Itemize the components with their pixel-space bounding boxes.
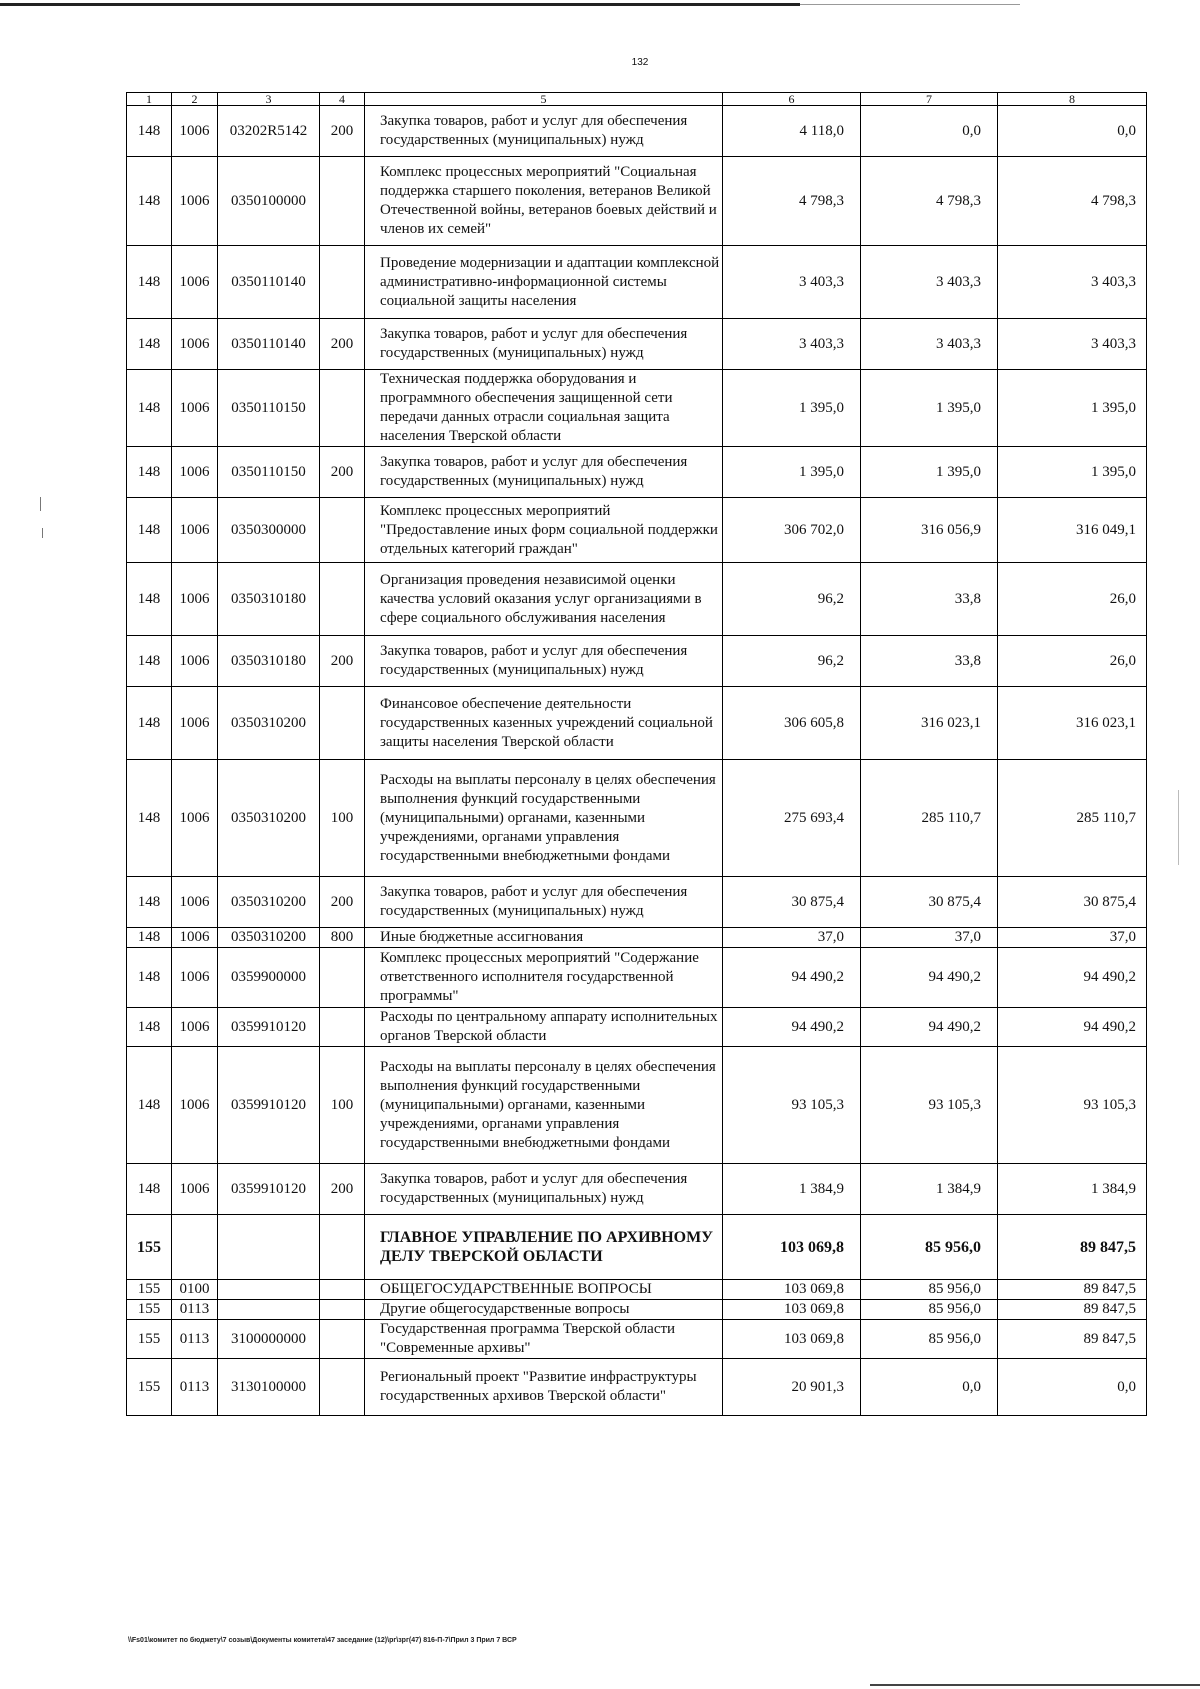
section-code-cell: 1006 [172, 687, 218, 760]
target-article-cell: 0359900000 [218, 948, 320, 1008]
description-cell: Закупка товаров, работ и услуг для обеспечения государственных (муниципальных) нужд [365, 319, 723, 370]
target-article-cell: 0359910120 [218, 1047, 320, 1164]
expense-type-cell: 200 [320, 1164, 365, 1215]
section-code-cell: 0100 [172, 1280, 218, 1300]
table-row [127, 370, 1147, 447]
amount-year3-cell: 316 023,1 [998, 687, 1147, 760]
amount-year1-cell: 37,0 [723, 928, 861, 948]
scan-margin-mark [42, 528, 43, 538]
section-code-cell: 1006 [172, 447, 218, 498]
amount-year1-cell: 103 069,8 [723, 1300, 861, 1320]
section-code-cell: 1006 [172, 1008, 218, 1047]
table-row [127, 498, 1147, 563]
amount-year3-cell: 3 403,3 [998, 246, 1147, 319]
amount-year3-cell: 93 105,3 [998, 1047, 1147, 1164]
table-row [127, 1047, 1147, 1164]
amount-year3-cell: 0,0 [998, 1359, 1147, 1416]
target-article-cell [218, 1215, 320, 1280]
section-code-cell: 1006 [172, 106, 218, 157]
amount-year1-cell: 96,2 [723, 636, 861, 687]
section-code-cell: 1006 [172, 1164, 218, 1215]
column-number-row [127, 93, 1147, 106]
table-row [127, 1164, 1147, 1215]
column-number: 6 [723, 93, 861, 106]
amount-year1-cell: 4 118,0 [723, 106, 861, 157]
target-article-cell: 0350310180 [218, 636, 320, 687]
description-cell: Организация проведения независимой оценки качества условий оказания услуг организациями в сфере социального обслуживания населения [365, 563, 723, 636]
amount-year2-cell: 94 490,2 [861, 1008, 998, 1047]
expense-type-cell: 200 [320, 106, 365, 157]
expense-type-cell [320, 563, 365, 636]
admin-code-cell: 148 [127, 687, 172, 760]
amount-year1-cell: 103 069,8 [723, 1215, 861, 1280]
section-code-cell: 1006 [172, 563, 218, 636]
amount-year3-cell: 89 847,5 [998, 1300, 1147, 1320]
admin-code-cell: 155 [127, 1280, 172, 1300]
admin-code-cell: 155 [127, 1300, 172, 1320]
table-row [127, 1320, 1147, 1359]
description-cell: Комплекс процессных мероприятий "Содержание ответственного исполнителя государственной программы" [365, 948, 723, 1008]
description-cell: Закупка товаров, работ и услуг для обеспечения государственных (муниципальных) нужд [365, 447, 723, 498]
amount-year1-cell: 1 395,0 [723, 370, 861, 447]
amount-year1-cell: 275 693,4 [723, 760, 861, 877]
admin-code-cell: 148 [127, 106, 172, 157]
target-article-cell: 3130100000 [218, 1359, 320, 1416]
amount-year2-cell: 3 403,3 [861, 246, 998, 319]
table-row [127, 106, 1147, 157]
amount-year3-cell: 26,0 [998, 636, 1147, 687]
admin-code-cell: 148 [127, 563, 172, 636]
section-code-cell: 1006 [172, 948, 218, 1008]
amount-year2-cell: 0,0 [861, 1359, 998, 1416]
table-row [127, 246, 1147, 319]
amount-year2-cell: 93 105,3 [861, 1047, 998, 1164]
description-cell: Закупка товаров, работ и услуг для обеспечения государственных (муниципальных) нужд [365, 1164, 723, 1215]
amount-year3-cell: 0,0 [998, 106, 1147, 157]
scan-edge-line [0, 3, 800, 6]
column-number: 4 [320, 93, 365, 106]
amount-year1-cell: 20 901,3 [723, 1359, 861, 1416]
amount-year2-cell: 4 798,3 [861, 157, 998, 246]
target-article-cell: 0350110150 [218, 447, 320, 498]
expense-type-cell [320, 157, 365, 246]
admin-code-cell: 148 [127, 157, 172, 246]
amount-year3-cell: 4 798,3 [998, 157, 1147, 246]
admin-code-cell: 155 [127, 1215, 172, 1280]
admin-code-cell: 148 [127, 447, 172, 498]
description-cell: Расходы на выплаты персоналу в целях обеспечения выполнения функций государственными (муниципальными) органами, казенными учреждениями, органами управления государственными внебюджетными фондами [365, 760, 723, 877]
expense-type-cell [320, 498, 365, 563]
admin-code-cell: 148 [127, 877, 172, 928]
target-article-cell [218, 1280, 320, 1300]
description-cell: Региональный проект "Развитие инфраструктуры государственных архивов Тверской области" [365, 1359, 723, 1416]
target-article-cell: 03202R5142 [218, 106, 320, 157]
column-number: 1 [127, 93, 172, 106]
description-cell: Расходы по центральному аппарату исполнительных органов Тверской области [365, 1008, 723, 1047]
admin-code-cell: 148 [127, 760, 172, 877]
table-row [127, 877, 1147, 928]
target-article-cell: 3100000000 [218, 1320, 320, 1359]
expense-type-cell: 800 [320, 928, 365, 948]
target-article-cell: 0350310180 [218, 563, 320, 636]
amount-year2-cell: 37,0 [861, 928, 998, 948]
expense-type-cell: 200 [320, 447, 365, 498]
table-row [127, 928, 1147, 948]
expense-type-cell [320, 1300, 365, 1320]
table-row [127, 1359, 1147, 1416]
section-code-cell: 1006 [172, 157, 218, 246]
description-cell: Проведение модернизации и адаптации комплексной административно-информационной системы социальной защиты населения [365, 246, 723, 319]
amount-year3-cell: 1 384,9 [998, 1164, 1147, 1215]
amount-year3-cell: 94 490,2 [998, 948, 1147, 1008]
scan-edge-line-faint [800, 4, 1020, 5]
budget-table [126, 92, 1147, 1416]
amount-year2-cell: 94 490,2 [861, 948, 998, 1008]
amount-year2-cell: 33,8 [861, 563, 998, 636]
amount-year1-cell: 1 395,0 [723, 447, 861, 498]
table-row [127, 319, 1147, 370]
admin-code-cell: 148 [127, 948, 172, 1008]
amount-year2-cell: 1 395,0 [861, 447, 998, 498]
description-cell: Иные бюджетные ассигнования [365, 928, 723, 948]
description-cell: ГЛАВНОЕ УПРАВЛЕНИЕ ПО АРХИВНОМУ ДЕЛУ ТВЕРСКОЙ ОБЛАСТИ [365, 1215, 723, 1280]
expense-type-cell: 200 [320, 636, 365, 687]
description-cell: Финансовое обеспечение деятельности государственных казенных учреждений социальной защиты населения Тверской области [365, 687, 723, 760]
amount-year1-cell: 306 702,0 [723, 498, 861, 563]
admin-code-cell: 155 [127, 1359, 172, 1416]
expense-type-cell [320, 370, 365, 447]
amount-year2-cell: 30 875,4 [861, 877, 998, 928]
section-code-cell: 0113 [172, 1320, 218, 1359]
amount-year2-cell: 85 956,0 [861, 1320, 998, 1359]
amount-year1-cell: 103 069,8 [723, 1280, 861, 1300]
description-cell: Закупка товаров, работ и услуг для обеспечения государственных (муниципальных) нужд [365, 877, 723, 928]
amount-year1-cell: 94 490,2 [723, 948, 861, 1008]
table-row [127, 948, 1147, 1008]
section-code-cell: 1006 [172, 877, 218, 928]
admin-code-cell: 148 [127, 1008, 172, 1047]
amount-year1-cell: 103 069,8 [723, 1320, 861, 1359]
expense-type-cell: 200 [320, 877, 365, 928]
expense-type-cell [320, 1215, 365, 1280]
amount-year2-cell: 85 956,0 [861, 1280, 998, 1300]
target-article-cell: 0350310200 [218, 760, 320, 877]
section-code-cell: 1006 [172, 370, 218, 447]
section-code-cell: 1006 [172, 319, 218, 370]
admin-code-cell: 148 [127, 498, 172, 563]
admin-code-cell: 155 [127, 1320, 172, 1359]
section-code-cell: 1006 [172, 636, 218, 687]
admin-code-cell: 148 [127, 1164, 172, 1215]
table-row [127, 563, 1147, 636]
admin-code-cell: 148 [127, 1047, 172, 1164]
admin-code-cell: 148 [127, 246, 172, 319]
amount-year3-cell: 1 395,0 [998, 370, 1147, 447]
table-row [127, 447, 1147, 498]
target-article-cell: 0350110150 [218, 370, 320, 447]
expense-type-cell [320, 1008, 365, 1047]
column-number: 7 [861, 93, 998, 106]
amount-year3-cell: 89 847,5 [998, 1280, 1147, 1300]
amount-year2-cell: 3 403,3 [861, 319, 998, 370]
amount-year3-cell: 316 049,1 [998, 498, 1147, 563]
amount-year1-cell: 3 403,3 [723, 319, 861, 370]
target-article-cell: 0350310200 [218, 877, 320, 928]
amount-year3-cell: 30 875,4 [998, 877, 1147, 928]
amount-year1-cell: 30 875,4 [723, 877, 861, 928]
expense-type-cell [320, 1359, 365, 1416]
target-article-cell: 0350100000 [218, 157, 320, 246]
amount-year1-cell: 3 403,3 [723, 246, 861, 319]
description-cell: Техническая поддержка оборудования и программного обеспечения защищенной сети передачи данных отрасли социальная защита населения Тверской области [365, 370, 723, 447]
column-number: 3 [218, 93, 320, 106]
amount-year3-cell: 3 403,3 [998, 319, 1147, 370]
section-code-cell: 1006 [172, 928, 218, 948]
scan-margin-mark [40, 497, 41, 511]
table-row [127, 1280, 1147, 1300]
amount-year3-cell: 89 847,5 [998, 1215, 1147, 1280]
description-cell: ОБЩЕГОСУДАРСТВЕННЫЕ ВОПРОСЫ [365, 1280, 723, 1300]
section-code-cell: 0113 [172, 1359, 218, 1416]
section-code-cell: 1006 [172, 1047, 218, 1164]
table-row [127, 687, 1147, 760]
table-row [127, 760, 1147, 877]
amount-year1-cell: 4 798,3 [723, 157, 861, 246]
expense-type-cell: 100 [320, 760, 365, 877]
amount-year2-cell: 85 956,0 [861, 1300, 998, 1320]
target-article-cell: 0350300000 [218, 498, 320, 563]
table-row [127, 1215, 1147, 1280]
column-number: 5 [365, 93, 723, 106]
section-code-cell: 0113 [172, 1300, 218, 1320]
description-cell: Закупка товаров, работ и услуг для обеспечения государственных (муниципальных) нужд [365, 106, 723, 157]
description-cell: Закупка товаров, работ и услуг для обеспечения государственных (муниципальных) нужд [365, 636, 723, 687]
description-cell: Другие общегосударственные вопросы [365, 1300, 723, 1320]
expense-type-cell: 200 [320, 319, 365, 370]
admin-code-cell: 148 [127, 636, 172, 687]
file-path-footer: \\Fs01\комитет по бюджету\7 созыв\Документы комитета\47 заседание (12)\рг\зрг(47) 816-П-7\Прил 3 Прил 7 ВСР [128, 1637, 517, 1644]
expense-type-cell [320, 1320, 365, 1359]
amount-year2-cell: 316 056,9 [861, 498, 998, 563]
amount-year3-cell: 1 395,0 [998, 447, 1147, 498]
amount-year1-cell: 96,2 [723, 563, 861, 636]
expense-type-cell [320, 246, 365, 319]
amount-year3-cell: 94 490,2 [998, 1008, 1147, 1047]
expense-type-cell [320, 687, 365, 760]
target-article-cell: 0359910120 [218, 1164, 320, 1215]
amount-year2-cell: 0,0 [861, 106, 998, 157]
expense-type-cell [320, 948, 365, 1008]
description-cell: Комплекс процессных мероприятий "Социальная поддержка старшего поколения, ветеранов Великой Отечественной войны, ветеранов боевых действий и членов их семей" [365, 157, 723, 246]
target-article-cell: 0350110140 [218, 246, 320, 319]
amount-year2-cell: 85 956,0 [861, 1215, 998, 1280]
expense-type-cell [320, 1280, 365, 1300]
amount-year2-cell: 33,8 [861, 636, 998, 687]
section-code-cell: 1006 [172, 498, 218, 563]
amount-year3-cell: 26,0 [998, 563, 1147, 636]
section-code-cell: 1006 [172, 760, 218, 877]
amount-year3-cell: 285 110,7 [998, 760, 1147, 877]
table-row [127, 1300, 1147, 1320]
target-article-cell [218, 1300, 320, 1320]
column-number: 2 [172, 93, 218, 106]
table-row [127, 157, 1147, 246]
description-cell: Государственная программа Тверской области "Современные архивы" [365, 1320, 723, 1359]
admin-code-cell: 148 [127, 370, 172, 447]
amount-year1-cell: 94 490,2 [723, 1008, 861, 1047]
section-code-cell [172, 1215, 218, 1280]
target-article-cell: 0350310200 [218, 687, 320, 760]
amount-year2-cell: 316 023,1 [861, 687, 998, 760]
amount-year2-cell: 1 395,0 [861, 370, 998, 447]
amount-year1-cell: 1 384,9 [723, 1164, 861, 1215]
target-article-cell: 0359910120 [218, 1008, 320, 1047]
scan-edge-line-bottom [870, 1684, 1200, 1686]
amount-year2-cell: 285 110,7 [861, 760, 998, 877]
description-cell: Расходы на выплаты персоналу в целях обеспечения выполнения функций государственными (муниципальными) органами, казенными учреждениями, органами управления государственными внебюджетными фондами [365, 1047, 723, 1164]
target-article-cell: 0350110140 [218, 319, 320, 370]
amount-year1-cell: 306 605,8 [723, 687, 861, 760]
section-code-cell: 1006 [172, 246, 218, 319]
table-row [127, 1008, 1147, 1047]
description-cell: Комплекс процессных мероприятий "Предоставление иных форм социальной поддержки отдельных категорий граждан" [365, 498, 723, 563]
target-article-cell: 0350310200 [218, 928, 320, 948]
admin-code-cell: 148 [127, 928, 172, 948]
page-number: 132 [631, 57, 649, 68]
scan-margin-mark [1178, 790, 1179, 865]
amount-year1-cell: 93 105,3 [723, 1047, 861, 1164]
table-row [127, 636, 1147, 687]
amount-year3-cell: 89 847,5 [998, 1320, 1147, 1359]
amount-year2-cell: 1 384,9 [861, 1164, 998, 1215]
admin-code-cell: 148 [127, 319, 172, 370]
column-number: 8 [998, 93, 1147, 106]
amount-year3-cell: 37,0 [998, 928, 1147, 948]
expense-type-cell: 100 [320, 1047, 365, 1164]
